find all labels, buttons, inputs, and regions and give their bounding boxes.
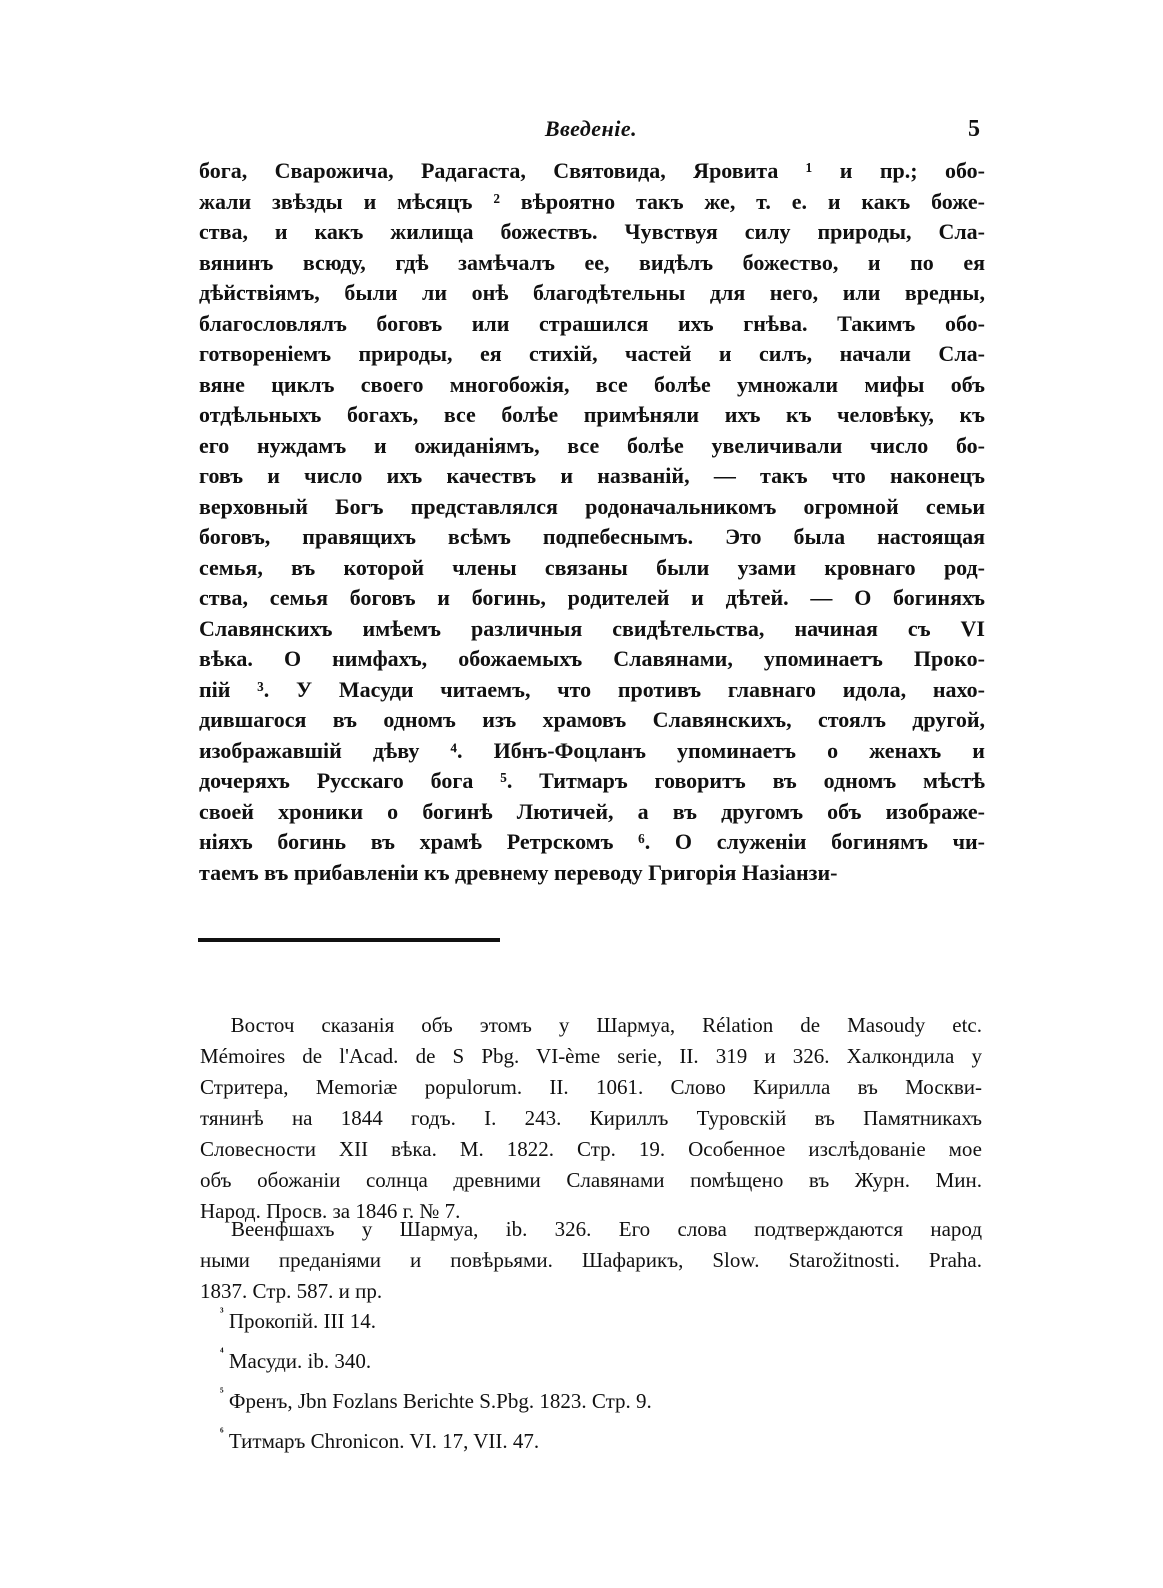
- footnote-separator-rule: [198, 938, 500, 942]
- footnote-line: ными преданіями и повѣрьями. Шафарикъ, Slow. Starožitnosti. Praha.: [200, 1248, 982, 1272]
- text-line: ніяхъ богинь въ храмѣ Ретрскомъ ⁶. О служеніи богинямъ чи-: [199, 829, 985, 854]
- text-line: дочеряхъ Русскаго бога ⁵. Титмаръ говоритъ въ одномъ мѣстѣ: [199, 768, 985, 793]
- footnote-line: Словесности XII вѣка. М. 1822. Стр. 19. Особенное изслѣдованіе мое: [200, 1137, 982, 1161]
- footnote-line: тянинѣ на 1844 годъ. I. 243. Кириллъ Туровскій въ Памятникахъ: [200, 1106, 982, 1130]
- text-line: готвореніемъ природы, ея стихій, частей и силъ, начали Сла-: [199, 341, 985, 366]
- footnote-line: [220, 1426, 982, 1457]
- running-head: [200, 112, 982, 146]
- footnote-text: Френъ, Jbn Fozlans Berichte S.Pbg. 1823. Стр. 9.: [228, 1389, 652, 1413]
- footnote-text: Прокопій. III 14.: [228, 1309, 376, 1333]
- footnote-marker: ⁵: [220, 1386, 224, 1399]
- footnote-line: [220, 1306, 982, 1337]
- footnote-line: [220, 1214, 982, 1245]
- footnote-6: [220, 1426, 982, 1457]
- text-line: боговъ, правящихъ всѣмъ подпебеснымъ. Это была настоящая: [199, 524, 985, 549]
- text-line: таемъ въ прибавленіи къ древнему переводу Григорія Назіанзи-: [199, 859, 838, 885]
- text-line: своей хроники о богинѣ Лютичей, а въ другомъ объ изображе-: [199, 798, 985, 824]
- footnote-line: [220, 1386, 982, 1417]
- text-line: вянинъ всюду, гдѣ замѣчалъ ее, видѣлъ божество, и по ея: [199, 249, 985, 275]
- footnote-4: [220, 1346, 982, 1377]
- text-line: вяне циклъ своего многобожія, все болѣе умножали мифы объ: [199, 371, 985, 397]
- footnote-3: [220, 1306, 982, 1337]
- footnote-line: Mémoires de l'Acad. de S Pbg. VI-ème serie, II. 319 и 326. Халкондила у: [200, 1044, 982, 1068]
- text-line: жали звѣзды и мѣсяцъ ² вѣроятно такъ же, т. е. и какъ боже-: [199, 188, 985, 214]
- text-line: пій ³. У Масуди читаемъ, что противъ главнаго идола, нахо-: [199, 676, 985, 702]
- footnote-marker: ³: [220, 1306, 224, 1319]
- footnote-text: Веенфшахъ у Шармуа, ib. 326. Его слова подтверждаются народ: [230, 1217, 982, 1241]
- footnote-marker: ⁶: [220, 1426, 224, 1439]
- footnote-line: [220, 1010, 982, 1041]
- running-head-title: Введеніе.: [544, 116, 638, 141]
- text-line: верховный Богъ представлялся родоначальникомъ огромной семьи: [199, 493, 985, 519]
- text-line: благословлялъ боговъ или страшился ихъ гнѣва. Такимъ обо-: [199, 310, 985, 336]
- footnote-text: Масуди. ib. 340.: [228, 1349, 372, 1373]
- text-line: вѣка. О нимфахъ, обожаемыхъ Славянами, упоминаетъ Проко-: [199, 646, 985, 671]
- text-line: Славянскихъ имѣемъ различныя свидѣтельства, начиная съ VI: [199, 615, 985, 641]
- footnote-line: Стритера, Memoriæ populorum. II. 1061. Слово Кирилла въ Москви-: [200, 1075, 982, 1099]
- footnote-line: 1837. Стр. 587. и пр.: [200, 1279, 383, 1303]
- text-line: изображавшій дѣву ⁴. Ибнъ-Фоцланъ упоминаетъ о женахъ и: [199, 737, 985, 763]
- page-number: 5: [968, 116, 980, 142]
- text-line: дившагося въ одномъ изъ храмовъ Славянскихъ, стоялъ другой,: [199, 707, 985, 732]
- main-text: [199, 156, 985, 888]
- text-line: отдѣльныхъ богахъ, все болѣе примѣняли ихъ къ человѣку, къ: [199, 402, 985, 427]
- footnote-1: [200, 1010, 982, 1227]
- footnote-5: [220, 1386, 982, 1417]
- footnote-text: Титмаръ Chronicon. VI. 17, VII. 47.: [228, 1429, 540, 1453]
- footnote-line: объ обожаніи солнца древними Славянами помѣщено въ Журн. Мин.: [200, 1168, 982, 1192]
- footnote-text: Восточ сказанія объ этомъ у Шармуа, Rélation de Masoudy etc.: [230, 1013, 982, 1037]
- text-line: говъ и число ихъ качествъ и названій, — такъ что наконецъ: [199, 463, 985, 488]
- footnote-line: Народ. Просв. за 1846 г. № 7.: [200, 1199, 461, 1223]
- footnote-marker: ⁴: [220, 1346, 224, 1359]
- footnote-line: [220, 1346, 982, 1377]
- text-line: ства, семья боговъ и богинь, родителей и дѣтей. — О богиняхъ: [199, 585, 985, 610]
- text-line: семья, въ которой члены связаны были узами кровнаго род-: [199, 554, 985, 580]
- text-line: его нуждамъ и ожиданіямъ, все болѣе увеличивали число бо-: [199, 432, 985, 458]
- footnote-2: [200, 1214, 982, 1307]
- text-line: ства, и какъ жилища божествъ. Чувствуя силу природы, Сла-: [199, 219, 985, 244]
- text-line: дѣйствіямъ, были ли онѣ благодѣтельны для него, или вредны,: [199, 280, 985, 305]
- text-line: бога, Сварожича, Радагаста, Святовида, Яровита ¹ и пр.; обо-: [199, 158, 985, 183]
